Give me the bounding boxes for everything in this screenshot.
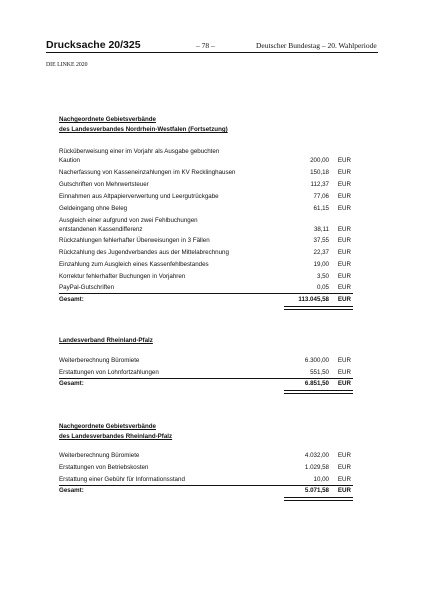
- publisher-title: Deutscher Bundestag – 20. Wahlperiode: [256, 41, 377, 50]
- subtotal-rule: [59, 485, 353, 486]
- row-currency: EUR: [337, 193, 351, 200]
- row-label: Rückzahlungen fehlerhafter Überweisungen in 3 Fällen: [59, 237, 210, 244]
- total-double-rule: [284, 390, 353, 394]
- row-currency: EUR: [337, 452, 351, 459]
- row-currency: EUR: [337, 205, 351, 212]
- document-number: [46, 39, 141, 51]
- row-amount: 10,00: [313, 476, 329, 483]
- subtotal-rule: [59, 378, 353, 379]
- row-amount: 4.032,00: [304, 452, 329, 459]
- row-label: Erstattungen von Lohnfortzahlungen: [59, 369, 159, 376]
- row-label: PayPal-Gutschriften: [59, 284, 115, 291]
- row-currency: EUR: [337, 464, 351, 471]
- row-label: Weiterberechnung Büromiete: [59, 357, 140, 364]
- row-amount: 200,00: [310, 157, 329, 164]
- row-label: Erstattung einer Gebühr für Informationsstand: [59, 476, 185, 483]
- row-amount: 61,15: [313, 205, 329, 212]
- row-currency: EUR: [337, 261, 351, 268]
- row-label: Geldeingang ohne Beleg: [59, 205, 128, 212]
- subtotal-rule: [59, 293, 353, 294]
- document-number-value: 20/325: [108, 39, 141, 51]
- row-label: Erstattungen von Betriebskosten: [59, 464, 149, 471]
- row-label: Ausgleich einer aufgrund von zwei Fehlbuchungen: [59, 217, 198, 224]
- total-label: Gesamt:: [59, 380, 84, 387]
- row-amount: 0,05: [316, 284, 329, 291]
- row-label: Korrektur fehlerhafter Buchungen in Vorjahren: [59, 273, 186, 280]
- total-currency: EUR: [337, 296, 351, 303]
- total-currency: EUR: [337, 380, 351, 387]
- section3-title-line1: Nachgeordnete Gebietsverbände: [59, 423, 156, 430]
- total-currency: EUR: [337, 487, 351, 494]
- row-currency: EUR: [337, 237, 351, 244]
- row-label: Einzahlung zum Ausgleich eines Kassenfehlbestandes: [59, 261, 209, 268]
- row-label: Nacherfassung von Kasseneinzahlungen im KV Recklinghausen: [59, 169, 236, 176]
- row-label: Rücküberweisung einer im Vorjahr als Ausgabe gebuchten: [59, 148, 220, 155]
- row-currency: EUR: [337, 249, 351, 256]
- row-amount: 112,37: [310, 181, 329, 188]
- row-amount: 6.300,00: [304, 357, 329, 364]
- section1-title-line2: des Landesverbandes Nordrhein-Westfalen (Fortsetzung): [59, 126, 228, 133]
- row-label: Weiterberechnung Büromiete: [59, 452, 140, 459]
- row-label: entstandenen Kassendifferenz: [59, 226, 143, 233]
- row-currency: EUR: [337, 357, 351, 364]
- row-currency: EUR: [337, 169, 351, 176]
- document-number-prefix: Drucksache: [46, 39, 109, 51]
- total-double-rule: [284, 306, 353, 310]
- total-label: Gesamt:: [59, 296, 84, 303]
- row-currency: EUR: [337, 181, 351, 188]
- row-amount: 150,18: [310, 169, 329, 176]
- row-amount: 551,50: [310, 369, 329, 376]
- row-label: Kaution: [59, 157, 80, 164]
- total-double-rule: [284, 497, 353, 501]
- row-currency: EUR: [337, 284, 351, 291]
- total-label: Gesamt:: [59, 487, 84, 494]
- row-amount: 77,06: [313, 193, 329, 200]
- row-label: Gutschriften von Mehrwertsteuer: [59, 181, 149, 188]
- party-year-label: DIE LINKE 2020: [46, 62, 88, 68]
- section3-title-line2: des Landesverbandes Rheinland-Pfalz: [59, 433, 173, 440]
- row-amount: 22,37: [313, 249, 329, 256]
- row-amount: 19,00: [313, 261, 329, 268]
- row-amount: 3,50: [316, 273, 329, 280]
- row-amount: 37,55: [313, 237, 329, 244]
- row-currency: EUR: [337, 476, 351, 483]
- section1-title-line1: Nachgeordnete Gebietsverbände: [59, 116, 156, 123]
- row-currency: EUR: [337, 226, 351, 233]
- row-currency: EUR: [337, 369, 351, 376]
- total-amount: 5.071,58: [304, 487, 329, 494]
- row-label: Einnahmen aus Altpapierverwertung und Leergutrückgabe: [59, 193, 219, 200]
- row-amount: 38,11: [313, 226, 329, 233]
- row-currency: EUR: [337, 273, 351, 280]
- row-currency: EUR: [337, 157, 351, 164]
- header-rule: [46, 52, 378, 53]
- row-label: Rückzahlung des Jugendverbandes aus der Mittelabrechnung: [59, 249, 229, 256]
- row-amount: 1.029,58: [304, 464, 329, 471]
- section2-title: Landesverband Rheinland-Pfalz: [59, 337, 153, 344]
- page-number: – 78 –: [196, 41, 215, 50]
- total-amount: 6.851,50: [304, 380, 329, 387]
- total-amount: 113.045,58: [298, 296, 329, 303]
